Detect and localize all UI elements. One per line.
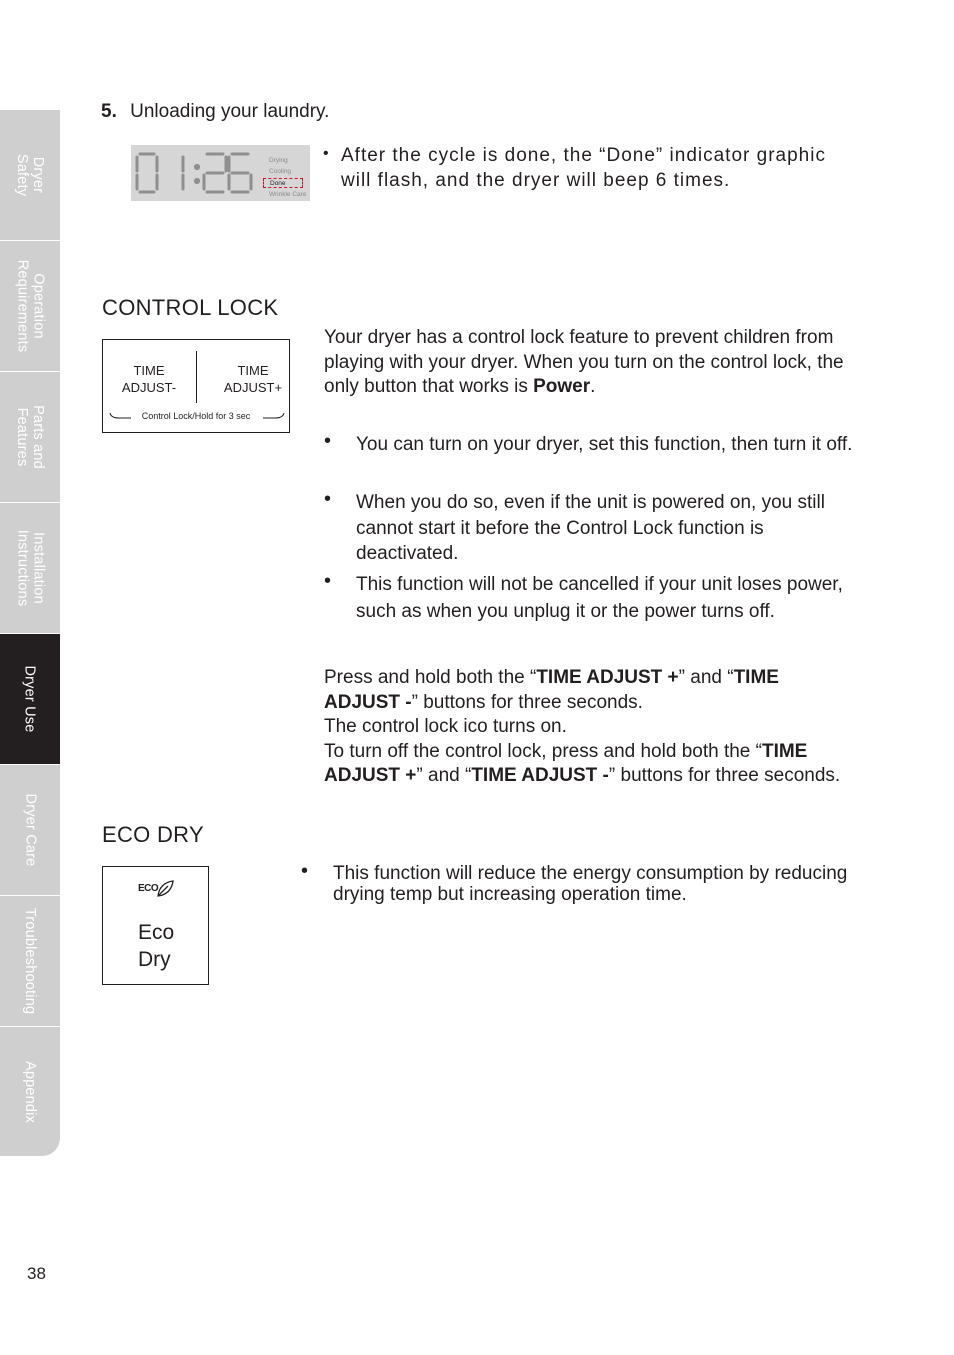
press-hold-paragraph [324, 666, 859, 715]
control-lock-bullet-1 [324, 432, 854, 458]
text: To turn off the control lock, press and hold both the “ [324, 740, 762, 762]
tab-appendix[interactable] [0, 1027, 60, 1156]
indicator-cooling: Cooling [269, 168, 292, 175]
time-adjust-plus-label [207, 362, 299, 396]
control-lock-instructions [324, 666, 859, 789]
lcd-display-illustration [131, 145, 310, 201]
label-line: Dry [138, 948, 171, 971]
time-adjust-minus-label [103, 362, 195, 396]
section-tabs [0, 110, 60, 1156]
tab-dryer-care[interactable] [0, 765, 60, 896]
bold-text: TIME ADJUST - [324, 667, 779, 713]
tab-label: Appendix [22, 1060, 39, 1123]
tab-label: Dryer Care [22, 793, 38, 867]
label-line: ADJUST- [121, 380, 177, 395]
lock-icon-note: The control lock ico turns on. [324, 716, 567, 738]
leaf-icon [155, 879, 175, 899]
control-lock-panel-illustration [102, 339, 290, 433]
intro-text-end: . [590, 376, 596, 398]
eco-dry-label [138, 919, 174, 973]
divider [196, 351, 197, 403]
control-lock-bullet-3 [324, 572, 854, 625]
label-line: Eco [138, 921, 175, 944]
section-heading-eco-dry: ECO DRY [102, 822, 204, 847]
eco-dry-bullet [301, 860, 851, 905]
bullet-text: This function will not be cancelled if your unit loses power, such as when you unplug it or the power turns off. [356, 574, 843, 622]
bold-text: TIME ADJUST + [536, 667, 679, 688]
tab-installation-instructions[interactable] [0, 503, 60, 634]
bullet-icon: • [324, 488, 332, 510]
tab-troubleshooting[interactable] [0, 896, 60, 1027]
bullet-icon: • [301, 860, 309, 882]
page-number: 38 [27, 1264, 46, 1283]
text: ” and “ [416, 765, 472, 787]
label-line: TIME [237, 363, 269, 378]
section-heading-control-lock: CONTROL LOCK [102, 295, 279, 320]
label-line: ADJUST+ [223, 380, 283, 395]
text: ” buttons for three seconds. [411, 691, 643, 713]
bullet-text: You can turn on your dryer, set this function, then turn it off. [356, 434, 853, 455]
control-lock-caption: Control Lock/Hold for 3 sec [141, 411, 251, 421]
tab-label: Dryer Safety [14, 153, 46, 197]
control-lock-intro [324, 326, 854, 400]
tab-operation-requirements[interactable] [0, 241, 60, 372]
tab-label: Operation Requirements [14, 259, 47, 353]
step-heading [101, 100, 329, 125]
intro-bold: Power [533, 376, 591, 398]
bullet-text: When you do so, even if the unit is powered on, you still cannot start it before the Control Lock function is deactivated. [356, 492, 825, 564]
step5-bullet [323, 144, 833, 193]
step5-bullet-text: After the cycle is done, the “Done” indicator graphic will flash, and the dryer will beep 6 times. [341, 145, 826, 191]
text: ” and “ [678, 667, 734, 688]
intro-text: Your dryer has a control lock feature to prevent children from playing with your dryer. When you turn on the control lock, the only button that works is [324, 327, 844, 398]
label-line: TIME [133, 363, 165, 378]
eco-dry-button-illustration [102, 866, 209, 985]
tab-label: Troubleshooting [22, 907, 39, 1015]
bullet-icon: • [324, 430, 332, 452]
bullet-text: This function will reduce the energy consumption by reducing drying temp but increasing operation time. [333, 863, 848, 905]
eco-icon-text: ECO [138, 883, 159, 894]
bold-text: TIME ADJUST - [471, 765, 609, 787]
tab-label: Dryer Use [22, 665, 38, 733]
bullet-icon: • [324, 570, 332, 592]
tab-label: Parts and Features [14, 405, 46, 469]
step-title: Unloading your laundry. [130, 101, 330, 122]
tab-dryer-safety[interactable] [0, 110, 60, 241]
text: ” buttons for three seconds. [608, 765, 841, 787]
control-lock-bullet-2 [324, 490, 854, 567]
tab-dryer-use[interactable] [0, 634, 60, 765]
text: Press and hold both the “ [324, 667, 537, 688]
tab-parts-and-features[interactable] [0, 372, 60, 503]
step-number: 5. [101, 101, 117, 122]
indicator-wrinkle-care: Wrinkle Care [269, 191, 307, 198]
bullet-icon: • [323, 145, 330, 162]
tab-label: Installation Instructions [14, 529, 47, 607]
bold-text: TIME ADJUST + [324, 740, 808, 787]
indicator-done: Done [263, 178, 303, 188]
indicator-drying: Drying [269, 157, 288, 164]
turn-off-paragraph [324, 740, 859, 789]
